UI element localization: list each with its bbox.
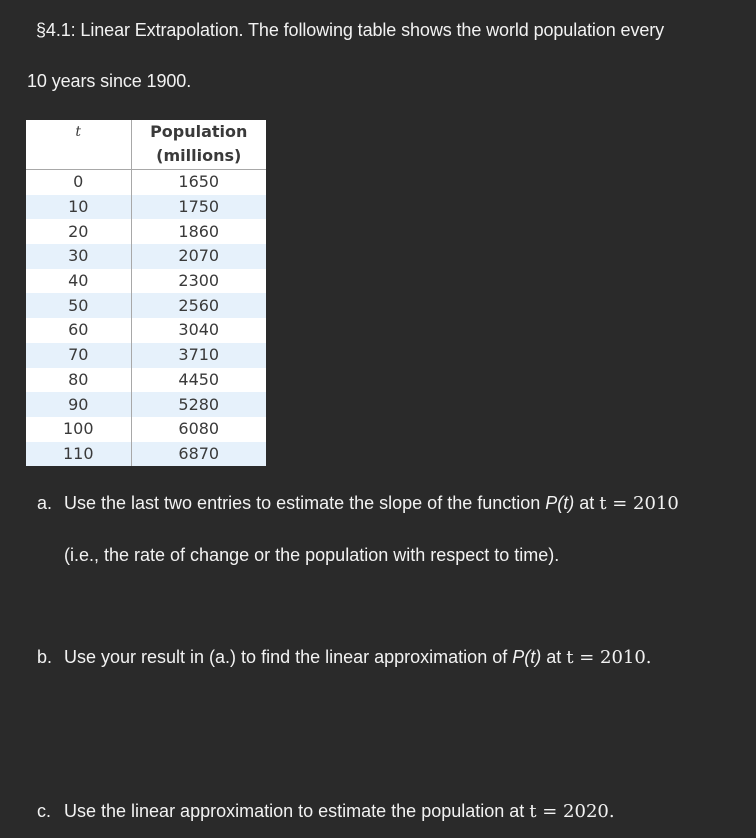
t-cell: 0 <box>26 170 131 195</box>
population-cell: 2560 <box>131 293 266 318</box>
population-table-grid <box>26 120 266 466</box>
question-b-at: at <box>541 647 567 667</box>
t-cell: 50 <box>26 293 131 318</box>
table-row <box>26 368 266 393</box>
table-row <box>26 417 266 442</box>
population-cell: 5280 <box>131 392 266 417</box>
population-cell: 1860 <box>178 221 220 241</box>
table-row <box>26 392 266 417</box>
question-c-math: t = 2020. <box>529 801 615 822</box>
question-c-label: c. <box>37 801 52 821</box>
question-b-text <box>64 647 652 668</box>
population-cell: 2070 <box>131 244 266 269</box>
table-row <box>26 170 266 195</box>
intro-line-2: 10 years since 1900. <box>27 71 192 91</box>
table-row <box>26 442 266 467</box>
table-body <box>26 170 266 467</box>
question-a-func: P(t) <box>545 493 575 513</box>
population-cell: 4450 <box>178 369 220 389</box>
t-cell: 60 <box>26 318 131 343</box>
question-b-label: b. <box>37 647 53 667</box>
population-cell: 6870 <box>131 442 266 467</box>
table-row <box>26 195 266 220</box>
question-c-pre: Use the linear approximation to estimate the population at <box>64 801 530 821</box>
question-b-pre: Use your result in (a.) to find the linear approximation of <box>64 647 513 667</box>
population-cell: 1750 <box>131 195 266 220</box>
table-row <box>26 318 266 343</box>
table-row <box>26 343 266 368</box>
t-cell: 20 <box>26 219 131 244</box>
t-cell: 90 <box>26 392 131 417</box>
header-population-line1: Population <box>150 122 248 141</box>
t-cell: 100 <box>26 417 131 442</box>
header-population <box>131 120 266 170</box>
header-population-line2: (millions) <box>156 146 242 165</box>
population-cell: 2300 <box>178 271 220 291</box>
question-a-at: at <box>574 493 600 513</box>
t-cell: 70 <box>26 343 131 368</box>
question-a-math: t = 2010 <box>599 493 679 514</box>
t-cell: 30 <box>26 244 131 269</box>
question-c-text <box>64 801 615 822</box>
table-row <box>26 244 266 269</box>
table-row <box>26 219 266 244</box>
population-cell: 3710 <box>131 343 266 368</box>
t-cell: 80 <box>26 368 131 393</box>
table-row <box>26 269 266 294</box>
question-b-math: t = 2010. <box>566 647 652 668</box>
question-a-line2: (i.e., the rate of change or the population with respect to time). <box>64 545 560 565</box>
header-t: t <box>26 120 131 170</box>
table-header-row <box>26 120 266 170</box>
intro-line-1: §4.1: Linear Extrapolation. The following table shows the world population every <box>36 20 665 40</box>
t-cell: 10 <box>26 195 131 220</box>
t-cell: 40 <box>26 269 131 294</box>
t-cell: 110 <box>26 442 131 467</box>
population-cell: 6080 <box>178 419 220 439</box>
question-a-pre: Use the last two entries to estimate the slope of the function <box>64 493 546 513</box>
table-row <box>26 293 266 318</box>
population-cell: 1650 <box>178 172 220 192</box>
question-a-text <box>64 493 679 514</box>
population-table <box>26 120 266 466</box>
population-cell: 3040 <box>178 320 220 340</box>
question-b-func: P(t) <box>512 647 542 667</box>
question-a-label: a. <box>37 493 53 513</box>
